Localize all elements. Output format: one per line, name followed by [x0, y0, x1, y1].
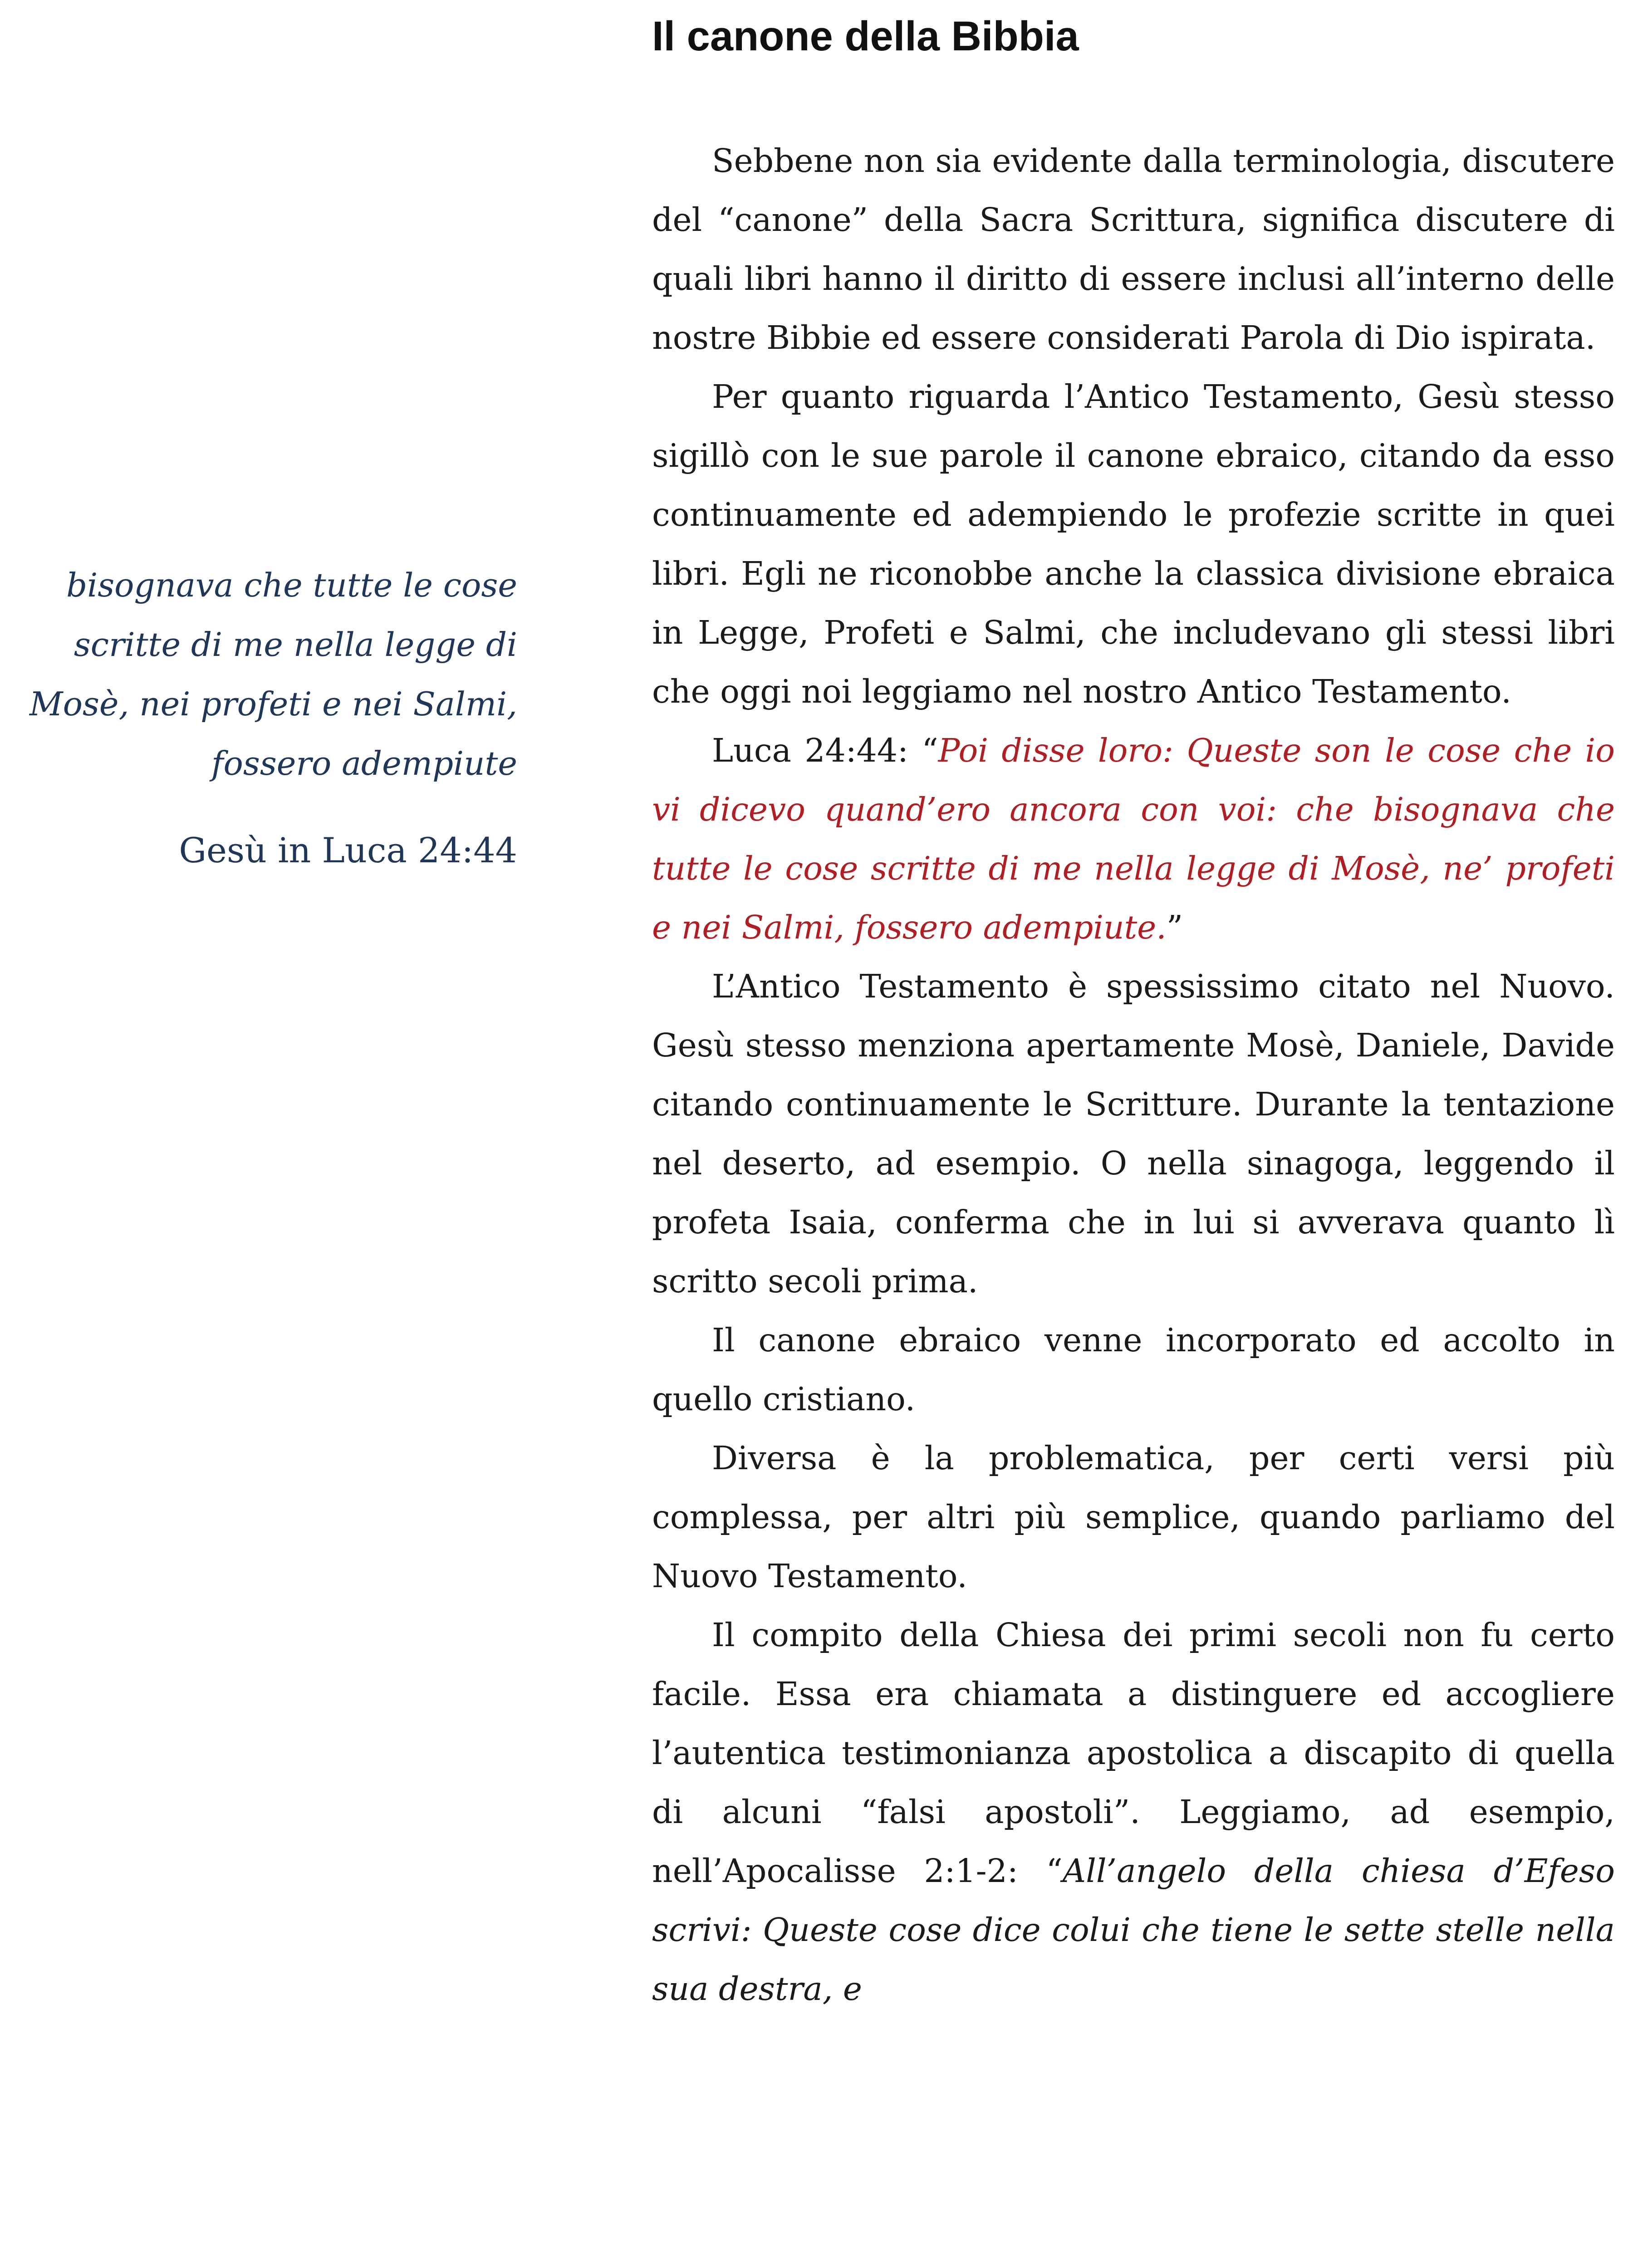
paragraph-4: L’Antico Testamento è spessissimo citato nel Nuovo. Gesù stesso menziona apertamente Mosè, Daniele, Davide citando continuamente le Scritture. Durante la tentazione nel deserto, ad esempio. O nella sinagoga, leggendo il profeta Isaia, conferma che in lui si avverava quanto lì scritto secoli prima. — [652, 968, 1615, 1300]
scripture-quote: Poi disse loro: Queste son le cose che io vi dicevo quand’ero ancora con voi: che bisognava che tutte le cose scritte di me nella legge di Mosè, ne’ profeti e nei Salmi, fossero adempiute. — [652, 732, 1615, 946]
sidebar-quote-box — [9, 556, 517, 880]
scripture-reference: Luca 24:44: “ — [712, 732, 938, 769]
paragraph-5: Il canone ebraico venne incorporato ed accolto in quello cristiano. — [652, 1321, 1615, 1418]
paragraph-7 — [652, 1606, 1615, 2019]
paragraph-2: Per quanto riguarda l’Antico Testamento, Gesù stesso sigillò con le sue parole il canone ebraico, citando da esso continuamente ed adempiendo le profezie scritte in quei libri. Egli ne riconobbe anche la classica divisione ebraica in Legge, Profeti e Salmi, che includevano gli stessi libri che oggi noi leggiamo nel nostro Antico Testamento. — [652, 378, 1615, 710]
paragraph-6: Diversa è la problematica, per certi versi più complessa, per altri più semplice, quando parliamo del Nuovo Testamento. — [652, 1439, 1615, 1595]
scripture-quote-close: ” — [1166, 909, 1183, 946]
sidebar-attribution: Gesù in Luca 24:44 — [179, 830, 517, 870]
apocalypse-quote: All’angelo della chiesa d’Efeso scrivi: Queste cose dice colui che tiene le sette stelle nella sua destra, e — [652, 1852, 1615, 2008]
sidebar-quote: bisognava che tutte le cose scritte di me nella legge di Mosè, nei profeti e nei Salmi, fossero adempiute — [29, 566, 517, 782]
chapter-title: Il canone della Bibbia — [652, 13, 1079, 59]
paragraph-1: Sebbene non sia evidente dalla terminologia, discutere del “canone” della Sacra Scrittura, significa discutere di quali libri hanno il diritto di essere inclusi all’interno delle nostre Bibbie ed essere considerati Parola di Dio ispirata. — [652, 142, 1615, 357]
paragraph-3 — [652, 721, 1615, 957]
paragraph-7-text: Il compito della Chiesa dei primi secoli non fu certo facile. Essa era chiamata a distinguere ed accogliere l’autentica testimonianza apostolica a discapito di quella di alcuni “falsi apostoli”. Leggiamo, ad esempio, nell’Apocalisse 2:1-2: “ — [652, 1616, 1615, 1890]
main-content — [652, 0, 1615, 2019]
